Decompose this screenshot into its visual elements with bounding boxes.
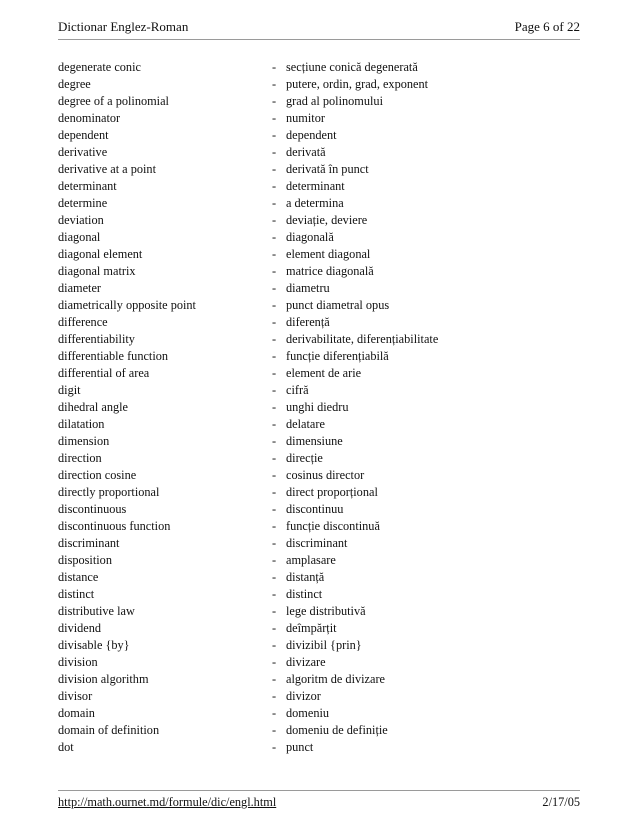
dictionary-entry (58, 535, 578, 552)
dictionary-entry (58, 331, 578, 348)
separator-dash: - (272, 519, 277, 533)
english-term: differential of area (58, 366, 150, 380)
dictionary-entry (58, 297, 578, 314)
romanian-translation: diagonală (286, 230, 334, 244)
romanian-translation: delatare (286, 417, 325, 431)
english-term: diagonal (58, 230, 101, 244)
english-term: discontinuous function (58, 519, 171, 533)
separator-dash: - (272, 672, 277, 686)
separator-dash: - (272, 638, 277, 652)
page-footer (58, 790, 580, 812)
separator-dash: - (272, 315, 277, 329)
separator-dash: - (272, 111, 277, 125)
english-term: divisor (58, 689, 93, 703)
english-term: distance (58, 570, 99, 584)
source-url-link[interactable]: http://math.ournet.md/formule/dic/engl.html (58, 795, 277, 809)
separator-dash: - (272, 434, 277, 448)
english-term: dilatation (58, 417, 105, 431)
separator-dash: - (272, 60, 277, 74)
separator-dash: - (272, 298, 277, 312)
english-term: differentiability (58, 332, 135, 346)
dictionary-entry (58, 637, 578, 654)
romanian-translation: distinct (286, 587, 323, 601)
english-term: degenerate conic (58, 60, 141, 74)
dictionary-entry (58, 263, 578, 280)
romanian-translation: dependent (286, 128, 337, 142)
dictionary-entry (58, 348, 578, 365)
dictionary-entry (58, 195, 578, 212)
dictionary-entry (58, 246, 578, 263)
english-term: digit (58, 383, 81, 397)
dictionary-entry (58, 671, 578, 688)
dictionary-entry (58, 399, 578, 416)
dictionary-entry (58, 229, 578, 246)
romanian-translation: divizare (286, 655, 326, 669)
separator-dash: - (272, 570, 277, 584)
dictionary-entry (58, 569, 578, 586)
dictionary-entry (58, 110, 578, 127)
separator-dash: - (272, 332, 277, 346)
romanian-translation: algoritm de divizare (286, 672, 386, 686)
dictionary-entry (58, 178, 578, 195)
separator-dash: - (272, 502, 277, 516)
separator-dash: - (272, 621, 277, 635)
romanian-translation: funcție diferențiabilă (286, 349, 389, 363)
dictionary-entry (58, 365, 578, 382)
dictionary-entry (58, 59, 578, 76)
romanian-translation: element de arie (286, 366, 362, 380)
romanian-translation: matrice diagonală (286, 264, 374, 278)
english-term: differentiable function (58, 349, 169, 363)
separator-dash: - (272, 264, 277, 278)
dictionary-entry (58, 433, 578, 450)
english-term: derivative at a point (58, 162, 156, 176)
romanian-translation: determinant (286, 179, 345, 193)
separator-dash: - (272, 383, 277, 397)
english-term: diameter (58, 281, 102, 295)
separator-dash: - (272, 94, 277, 108)
english-term: division (58, 655, 98, 669)
romanian-translation: direcție (286, 451, 323, 465)
separator-dash: - (272, 145, 277, 159)
english-term: dimension (58, 434, 110, 448)
dictionary-entry (58, 518, 578, 535)
separator-dash: - (272, 485, 277, 499)
english-term: dot (58, 740, 74, 754)
english-term: domain (58, 706, 95, 720)
separator-dash: - (272, 604, 277, 618)
english-term: dihedral angle (58, 400, 128, 414)
english-term: divisable {by} (58, 638, 130, 652)
separator-dash: - (272, 706, 277, 720)
romanian-translation: distanță (286, 570, 325, 584)
romanian-translation: unghi diedru (286, 400, 349, 414)
dictionary-entry (58, 501, 578, 518)
page-number: Page 6 of 22 (514, 19, 580, 34)
romanian-translation: divizibil {prin} (286, 638, 362, 652)
separator-dash: - (272, 740, 277, 754)
english-term: degree (58, 77, 91, 91)
separator-dash: - (272, 536, 277, 550)
separator-dash: - (272, 77, 277, 91)
separator-dash: - (272, 689, 277, 703)
romanian-translation: divizor (286, 689, 321, 703)
romanian-translation: a determina (286, 196, 344, 210)
dictionary-entry (58, 484, 578, 501)
english-term: deviation (58, 213, 104, 227)
romanian-translation: direct proporțional (286, 485, 378, 499)
english-term: dividend (58, 621, 102, 635)
separator-dash: - (272, 723, 277, 737)
romanian-translation: domeniu (286, 706, 330, 720)
romanian-translation: punct (286, 740, 314, 754)
english-term: derivative (58, 145, 108, 159)
separator-dash: - (272, 162, 277, 176)
separator-dash: - (272, 247, 277, 261)
dictionary-entry (58, 654, 578, 671)
dictionary-entry (58, 161, 578, 178)
romanian-translation: domeniu de definiție (286, 723, 388, 737)
separator-dash: - (272, 655, 277, 669)
english-term: determine (58, 196, 108, 210)
english-term: difference (58, 315, 108, 329)
separator-dash: - (272, 417, 277, 431)
romanian-translation: derivabilitate, diferențiabilitate (286, 332, 439, 346)
dictionary-entry (58, 688, 578, 705)
dictionary-entry (58, 144, 578, 161)
romanian-translation: amplasare (286, 553, 336, 567)
dictionary-entry (58, 552, 578, 569)
english-term: directly proportional (58, 485, 160, 499)
romanian-translation: funcție discontinuă (286, 519, 380, 533)
english-term: direction (58, 451, 102, 465)
dictionary-entry (58, 586, 578, 603)
english-term: diagonal matrix (58, 264, 136, 278)
dictionary-entry (58, 382, 578, 399)
english-term: denominator (58, 111, 121, 125)
separator-dash: - (272, 349, 277, 363)
english-term: discriminant (58, 536, 120, 550)
english-term: division algorithm (58, 672, 149, 686)
english-term: degree of a polinomial (58, 94, 169, 108)
dictionary-entry (58, 467, 578, 484)
romanian-translation: element diagonal (286, 247, 371, 261)
english-term: disposition (58, 553, 112, 567)
romanian-translation: secțiune conică degenerată (286, 60, 418, 74)
dictionary-entry (58, 705, 578, 722)
dictionary-entry (58, 280, 578, 297)
separator-dash: - (272, 213, 277, 227)
separator-dash: - (272, 179, 277, 193)
dictionary-entry (58, 76, 578, 93)
dictionary-entry (58, 620, 578, 637)
dictionary-entry (58, 603, 578, 620)
dictionary-entry (58, 722, 578, 739)
english-term: distinct (58, 587, 95, 601)
separator-dash: - (272, 366, 277, 380)
romanian-translation: derivată (286, 145, 326, 159)
english-term: direction cosine (58, 468, 137, 482)
english-term: diagonal element (58, 247, 143, 261)
english-term: distributive law (58, 604, 135, 618)
dictionary-entry (58, 450, 578, 467)
separator-dash: - (272, 400, 277, 414)
romanian-translation: lege distributivă (286, 604, 366, 618)
dictionary-entry (58, 93, 578, 110)
romanian-translation: deviație, deviere (286, 213, 368, 227)
separator-dash: - (272, 196, 277, 210)
separator-dash: - (272, 587, 277, 601)
dictionary-entry (58, 212, 578, 229)
romanian-translation: putere, ordin, grad, exponent (286, 77, 429, 91)
separator-dash: - (272, 553, 277, 567)
separator-dash: - (272, 451, 277, 465)
romanian-translation: discontinuu (286, 502, 344, 516)
romanian-translation: derivată în punct (286, 162, 369, 176)
romanian-translation: cifră (286, 383, 309, 397)
english-term: diametrically opposite point (58, 298, 196, 312)
print-date: 2/17/05 (542, 795, 580, 809)
romanian-translation: diferență (286, 315, 330, 329)
separator-dash: - (272, 230, 277, 244)
romanian-translation: numitor (286, 111, 325, 125)
romanian-translation: deîmpărțit (286, 621, 337, 635)
romanian-translation: discriminant (286, 536, 348, 550)
dictionary-entry (58, 127, 578, 144)
separator-dash: - (272, 281, 277, 295)
english-term: discontinuous (58, 502, 127, 516)
english-term: dependent (58, 128, 109, 142)
english-term: determinant (58, 179, 117, 193)
separator-dash: - (272, 128, 277, 142)
document-title: Dictionar Englez-Roman (58, 19, 189, 34)
dictionary-entry (58, 739, 578, 756)
romanian-translation: dimensiune (286, 434, 343, 448)
dictionary-list (58, 59, 578, 756)
romanian-translation: cosinus director (286, 468, 365, 482)
separator-dash: - (272, 468, 277, 482)
romanian-translation: punct diametral opus (286, 298, 390, 312)
english-term: domain of definition (58, 723, 160, 737)
dictionary-entry (58, 416, 578, 433)
page-header (58, 19, 580, 40)
dictionary-entry (58, 314, 578, 331)
romanian-translation: diametru (286, 281, 330, 295)
romanian-translation: grad al polinomului (286, 94, 383, 108)
